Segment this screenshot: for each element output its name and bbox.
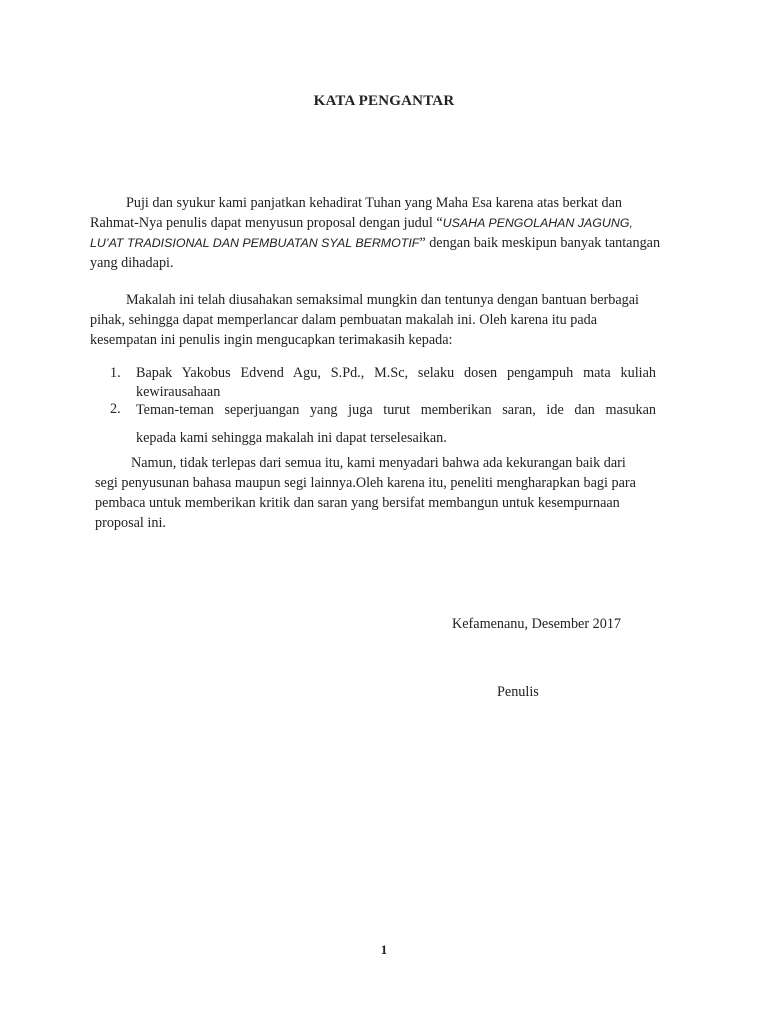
paragraph-2-line-2: pihak, sehingga dapat memperlancar dalam pembuatan makalah ini. Oleh karena itu pada [90, 312, 598, 328]
page-title: KATA PENGANTAR [313, 93, 455, 109]
list-item-1-line-2: kewirausahaan [136, 384, 221, 400]
paragraph-2-line-3: kesempatan ini penulis ingin mengucapkan terimakasih kepada: [90, 332, 453, 348]
proposal-title-part-1: USAHA PENGOLAHAN JAGUNG, [442, 216, 633, 230]
paragraph-1-line-3: LU’AT TRADISIONAL DAN PEMBUATAN SYAL BERMOTIF” dengan baik meskipun banyak tantangan [90, 235, 661, 251]
paragraph-1-line-1: Puji dan syukur kami panjatkan kehadirat Tuhan yang Maha Esa karena atas berkat dan [126, 195, 623, 211]
paragraph-3-line-2: segi penyusunan bahasa maupun segi lainnya.Oleh karena itu, peneliti mengharapkan bagi para [95, 475, 636, 491]
paragraph-2-line-1: Makalah ini telah diusahakan semaksimal mungkin dan tentunya dengan bantuan berbagai [126, 292, 639, 308]
proposal-title-part-2: LU’AT TRADISIONAL DAN PEMBUATAN SYAL BERMOTIF [90, 236, 420, 250]
list-item-1 [136, 364, 656, 402]
signature-name: Penulis [497, 684, 539, 700]
list-item-2-number: 2. [110, 401, 121, 417]
paragraph-3-line-3: pembaca untuk memberikan kritik dan saran yang bersifat membangun untuk kesempurnaan [95, 495, 620, 511]
paragraph-1-line-2: Rahmat-Nya penulis dapat menyusun proposal dengan judul “USAHA PENGOLAHAN JAGUNG, [90, 215, 633, 231]
paragraph-3-line-1: Namun, tidak terlepas dari semua itu, kami menyadari bahwa ada kekurangan baik dari [131, 455, 626, 471]
list-item-2 [136, 400, 656, 448]
paragraph-2 [90, 290, 670, 350]
list-item-1-line-1: Bapak Yakobus Edvend Agu, S.Pd., M.Sc, selaku dosen pengampuh mata kuliah [136, 365, 656, 381]
paragraph-3-line-4: proposal ini. [95, 515, 166, 531]
paragraph-1 [90, 193, 670, 273]
paragraph-1-line-4: yang dihadapi. [90, 255, 174, 271]
paragraph-3 [95, 453, 675, 533]
place-date: Kefamenanu, Desember 2017 [452, 616, 622, 632]
list-item-2-line-2: kepada kami sehingga makalah ini dapat terselesaikan. [136, 430, 447, 446]
page-number: 1 [380, 942, 388, 957]
list-item-2-line-1: Teman-teman seperjuangan yang juga turut memberikan saran, ide dan masukan [136, 402, 656, 418]
list-item-1-number: 1. [110, 365, 121, 381]
